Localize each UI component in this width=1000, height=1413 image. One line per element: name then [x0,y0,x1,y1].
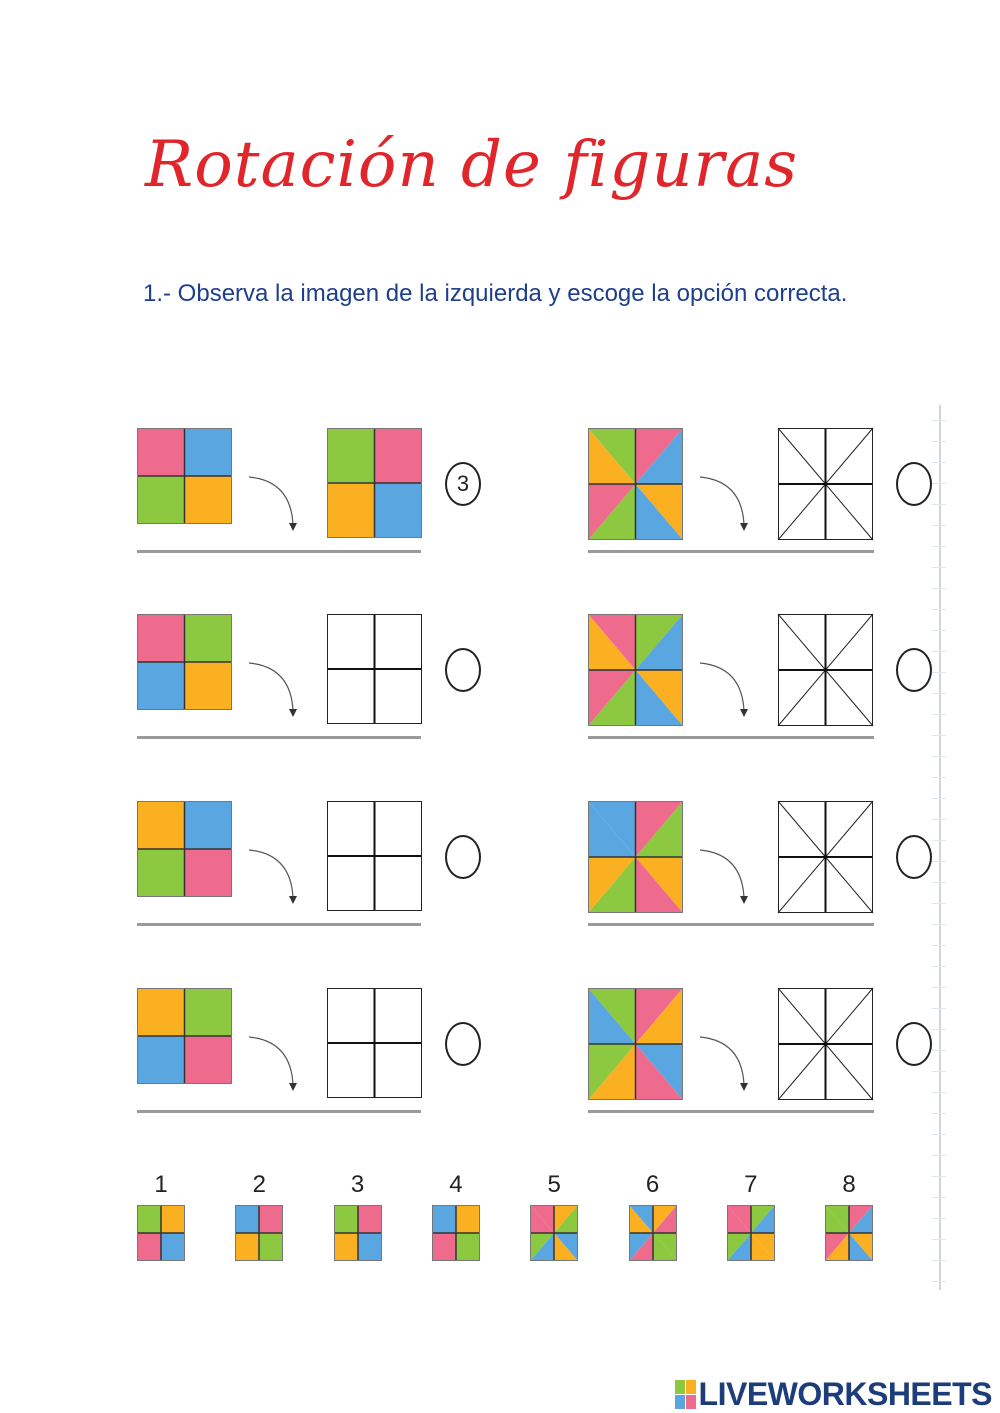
source-figure [137,428,232,524]
source-figure [137,614,232,710]
answer-figure-blank[interactable] [778,988,873,1100]
figure-cell [375,1043,423,1098]
rotation-arrow-head [740,523,748,531]
notebook-grid-tick [932,1071,946,1072]
figure-cell [235,1205,259,1233]
figure-cell [137,1036,185,1084]
notebook-grid-tick [932,1092,946,1093]
notebook-grid-tick [932,546,946,547]
figure-cell [375,428,423,483]
rotation-arrow-head [289,1083,297,1091]
source-figure [588,428,683,540]
figure-cell [259,1205,283,1233]
rotation-arrow-head [289,896,297,904]
exercise-rule [137,1110,421,1113]
rotation-arrow-head [740,1083,748,1091]
figure-cell [327,483,375,538]
rotation-arrow-icon [698,1033,758,1093]
notebook-grid-tick [932,525,946,526]
notebook-grid-tick [932,588,946,589]
rotation-arrow-head [740,896,748,904]
figure-cell [456,1205,480,1233]
option-figure-3[interactable] [334,1205,382,1261]
figure-cell [185,1036,233,1084]
option-figure-5[interactable] [530,1205,578,1261]
figure-cell [432,1233,456,1261]
rotation-arrow-head [289,709,297,717]
option-number: 7 [744,1171,758,1198]
option-number: 4 [449,1171,463,1198]
answer-circle[interactable] [445,835,481,879]
option-figure-7[interactable] [727,1205,775,1261]
figure-cell [137,1233,161,1261]
figure-cell [327,856,375,911]
figure-cell [375,483,423,538]
notebook-grid-tick [932,756,946,757]
option-number: 5 [547,1171,561,1198]
notebook-grid-tick [932,819,946,820]
page-title: Rotación de figuras [145,128,799,202]
notebook-grid-tick [932,1281,946,1282]
notebook-grid-tick [932,924,946,925]
notebook-grid-tick [932,1260,946,1261]
source-figure [588,801,683,913]
notebook-grid-tick [932,714,946,715]
notebook-grid-tick [932,1218,946,1219]
rotation-arrow-head [289,523,297,531]
figure-cell [375,669,423,724]
exercise-rule [588,923,874,926]
figure-cell [137,1205,161,1233]
answer-circle[interactable] [445,648,481,692]
option-number: 8 [842,1171,856,1198]
figure-cell [185,476,233,524]
answer-figure-blank[interactable] [327,801,422,911]
option-number: 6 [645,1171,660,1198]
option-figure-8[interactable] [825,1205,873,1261]
notebook-grid-tick [932,777,946,778]
figure-cell [161,1233,185,1261]
figure-cell [334,1233,358,1261]
figure-cell [358,1205,382,1233]
notebook-grid-tick [932,861,946,862]
notebook-grid-tick [932,1176,946,1177]
figure-cell [327,801,375,856]
rotation-arrow-curve [249,850,293,898]
notebook-grid-tick [932,672,946,673]
notebook-grid-tick [932,966,946,967]
rotation-arrow-curve [249,663,293,711]
figure-cell [137,614,185,662]
notebook-grid-tick [932,1197,946,1198]
exercise-rule [588,550,874,553]
answer-circle[interactable] [896,1022,932,1066]
notebook-grid-tick [932,1029,946,1030]
notebook-grid-tick [932,987,946,988]
answer-figure-blank[interactable] [778,614,873,726]
notebook-grid-tick [932,693,946,694]
option-number: 1 [154,1171,168,1198]
figure-cell [432,1205,456,1233]
figure-cell [161,1205,185,1233]
figure-cell [185,662,233,710]
source-figure [137,801,232,897]
answer-figure-blank[interactable] [778,428,873,540]
figure-cell [137,476,185,524]
rotation-arrow-curve [700,477,744,525]
option-figure-2[interactable] [235,1205,283,1261]
rotation-arrow-icon [247,473,307,533]
option-number: 3 [350,1171,365,1198]
option-figure-4[interactable] [432,1205,480,1261]
figure-cell [375,856,423,911]
rotation-arrow-head [740,709,748,717]
notebook-grid-tick [932,1134,946,1135]
notebook-grid-tick [932,840,946,841]
figure-cell [137,849,185,897]
figure-cell [185,428,233,476]
figure-cell [137,428,185,476]
instruction-text: 1.- Observa la imagen de la izquierda y escoge la opción correcta. [143,280,848,307]
notebook-grid-tick [932,1155,946,1156]
option-figure-1[interactable] [137,1205,185,1261]
figure-cell [334,1205,358,1233]
figure-cell [185,988,233,1036]
notebook-grid-tick [932,1239,946,1240]
answer-figure-blank[interactable] [778,801,873,913]
exercise-rule [137,736,421,739]
figure-cell [137,662,185,710]
answer-circle[interactable]: 3 [445,462,481,506]
figure-cell [327,669,375,724]
figure-cell [358,1233,382,1261]
notebook-grid-tick [932,882,946,883]
figure-cell [259,1233,283,1261]
notebook-grid-tick [932,945,946,946]
notebook-grid-tick [932,735,946,736]
notebook-grid-tick [932,567,946,568]
notebook-grid-tick [932,462,946,463]
figure-cell [235,1233,259,1261]
rotation-arrow-curve [700,850,744,898]
figure-cell [375,988,423,1043]
liveworksheets-logo-icon [675,1380,697,1410]
rotation-arrow-icon [698,846,758,906]
answer-circle[interactable] [445,1022,481,1066]
figure-cell [185,614,233,662]
rotation-arrow-curve [249,1037,293,1085]
rotation-arrow-curve [700,1037,744,1085]
source-figure [588,614,683,726]
exercise-rule [588,1110,874,1113]
option-number: 2 [252,1171,266,1198]
notebook-grid-tick [932,651,946,652]
notebook-grid-tick [932,630,946,631]
exercise-rule [588,736,874,739]
footer-text: LIVEWORKSHEETS [698,1376,992,1412]
notebook-grid-tick [932,798,946,799]
answer-figure [327,428,422,538]
notebook-grid-tick [932,903,946,904]
figure-cell [185,801,233,849]
exercise-rule [137,923,421,926]
notebook-grid-tick [932,609,946,610]
answer-figure-blank[interactable] [327,988,422,1098]
notebook-grid-tick [932,1008,946,1009]
figure-cell [375,801,423,856]
notebook-grid-tick [932,441,946,442]
figure-cell [327,614,375,669]
notebook-grid-tick [932,504,946,505]
figure-cell [185,849,233,897]
answer-circle[interactable] [896,835,932,879]
exercise-rule [137,550,421,553]
figure-cell [137,801,185,849]
rotation-arrow-curve [700,663,744,711]
source-figure [137,988,232,1084]
notebook-grid-tick [932,1050,946,1051]
option-figure-6[interactable] [629,1205,677,1261]
figure-cell [327,1043,375,1098]
answer-circle[interactable] [896,462,932,506]
rotation-arrow-icon [247,846,307,906]
rotation-arrow-icon [247,1033,307,1093]
figure-cell [456,1233,480,1261]
figure-cell [327,428,375,483]
source-figure [588,988,683,1100]
rotation-arrow-curve [249,477,293,525]
footer-brand [675,1376,992,1413]
figure-cell [327,988,375,1043]
figure-cell [137,988,185,1036]
rotation-arrow-icon [247,659,307,719]
notebook-grid-tick [932,420,946,421]
rotation-arrow-icon [698,473,758,533]
answer-figure-blank[interactable] [327,614,422,724]
figure-cell [375,614,423,669]
rotation-arrow-icon [698,659,758,719]
answer-circle[interactable] [896,648,932,692]
notebook-margin-line [939,405,941,1290]
notebook-grid-tick [932,1113,946,1114]
notebook-grid-tick [932,483,946,484]
